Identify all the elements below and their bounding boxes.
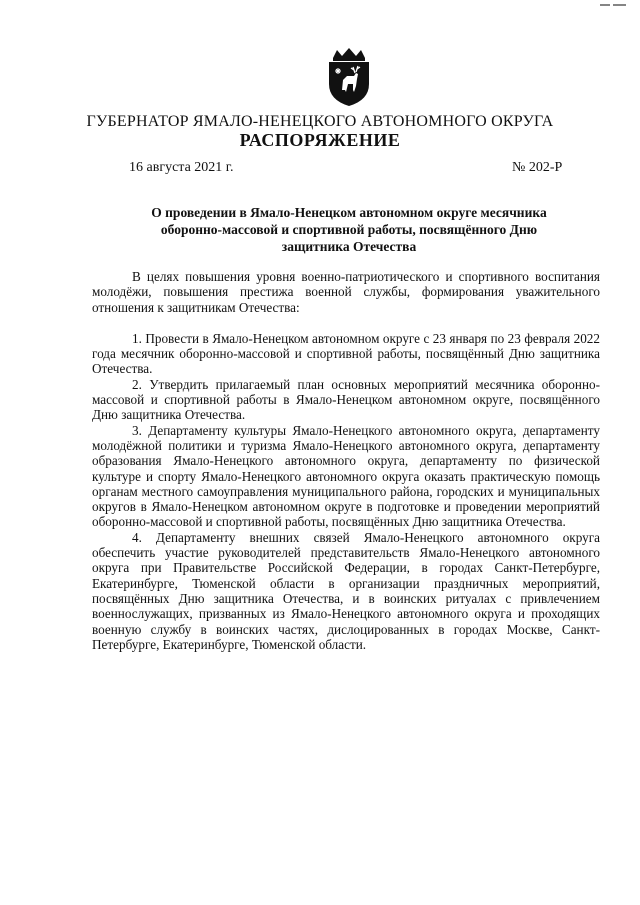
document-title: О проведении в Ямало-Ненецком автономном округе месячника оборонно-массовой и спортивной работы, посвящённого Дню защитника Отечества (151, 205, 547, 254)
clause-3: 3. Департаменту культуры Ямало-Ненецкого автономного округа, департаменту молодёжной политики и туризма Ямало-Ненецкого автономного округа, департаменту образования Ямало-Ненецкого автономного округа, департаменту по физической культуре и спорту Ямало-Ненецкого автономного округа оказать практическую помощь органам местного самоуправления муниципального района, городских и муниципальных округов в Ямало-Ненецком автономном округе в подготовке и проведении мероприятий оборонно-массовой и спортивной работы, посвящённых Дню защитника Отечества. (92, 422, 600, 530)
document-number: № 202-Р (512, 160, 563, 175)
scan-corner-mark (598, 2, 628, 8)
document-date: 16 августа 2021 г. (129, 160, 234, 175)
clause-1: 1. Провести в Ямало-Ненецком автономном округе с 23 января по 23 февраля 2022 года месячник оборонно-массовой и спортивной работы, посвящённый Дню защитника Отечества. (92, 330, 600, 377)
yamal-coat-of-arms-icon (323, 46, 375, 108)
issuing-authority: ГУБЕРНАТОР ЯМАЛО-НЕНЕЦКОГО АВТОНОМНОГО ОКРУГА (86, 113, 554, 130)
intro-paragraph: В целях повышения уровня военно-патриотического и спортивного воспитания молодёжи, повышения престижа военной службы, формирования уважительного отношения к защитникам Отечества: (92, 269, 600, 315)
document-body (92, 269, 600, 652)
document-type: РАСПОРЯЖЕНИЕ (239, 130, 401, 150)
clause-4: 4. Департаменту внешних связей Ямало-Ненецкого автономного округа обеспечить участие руководителей представительств Ямало-Ненецкого автономного округа при Правительстве Российской Федерации, в городах Санкт-Петербурге, Екатеринбурге, Тюменской области в организации праздничных мероприятий, посвящённых Дню защитника Отечества, и в воинских ритуалах с привлечением военнослужащих, призванных из Ямало-Ненецкого автономного округа и проходящих военную службу в воинских частях, дислоцированных в городах Москве, Санкт-Петербурге, Екатеринбурге, Тюменской области. (92, 529, 600, 652)
clause-2: 2. Утвердить прилагаемый план основных мероприятий месячника оборонно-массовой и спортивной работы в Ямало-Ненецком автономном округе, посвящённого Дню защитника Отечества. (92, 376, 600, 423)
